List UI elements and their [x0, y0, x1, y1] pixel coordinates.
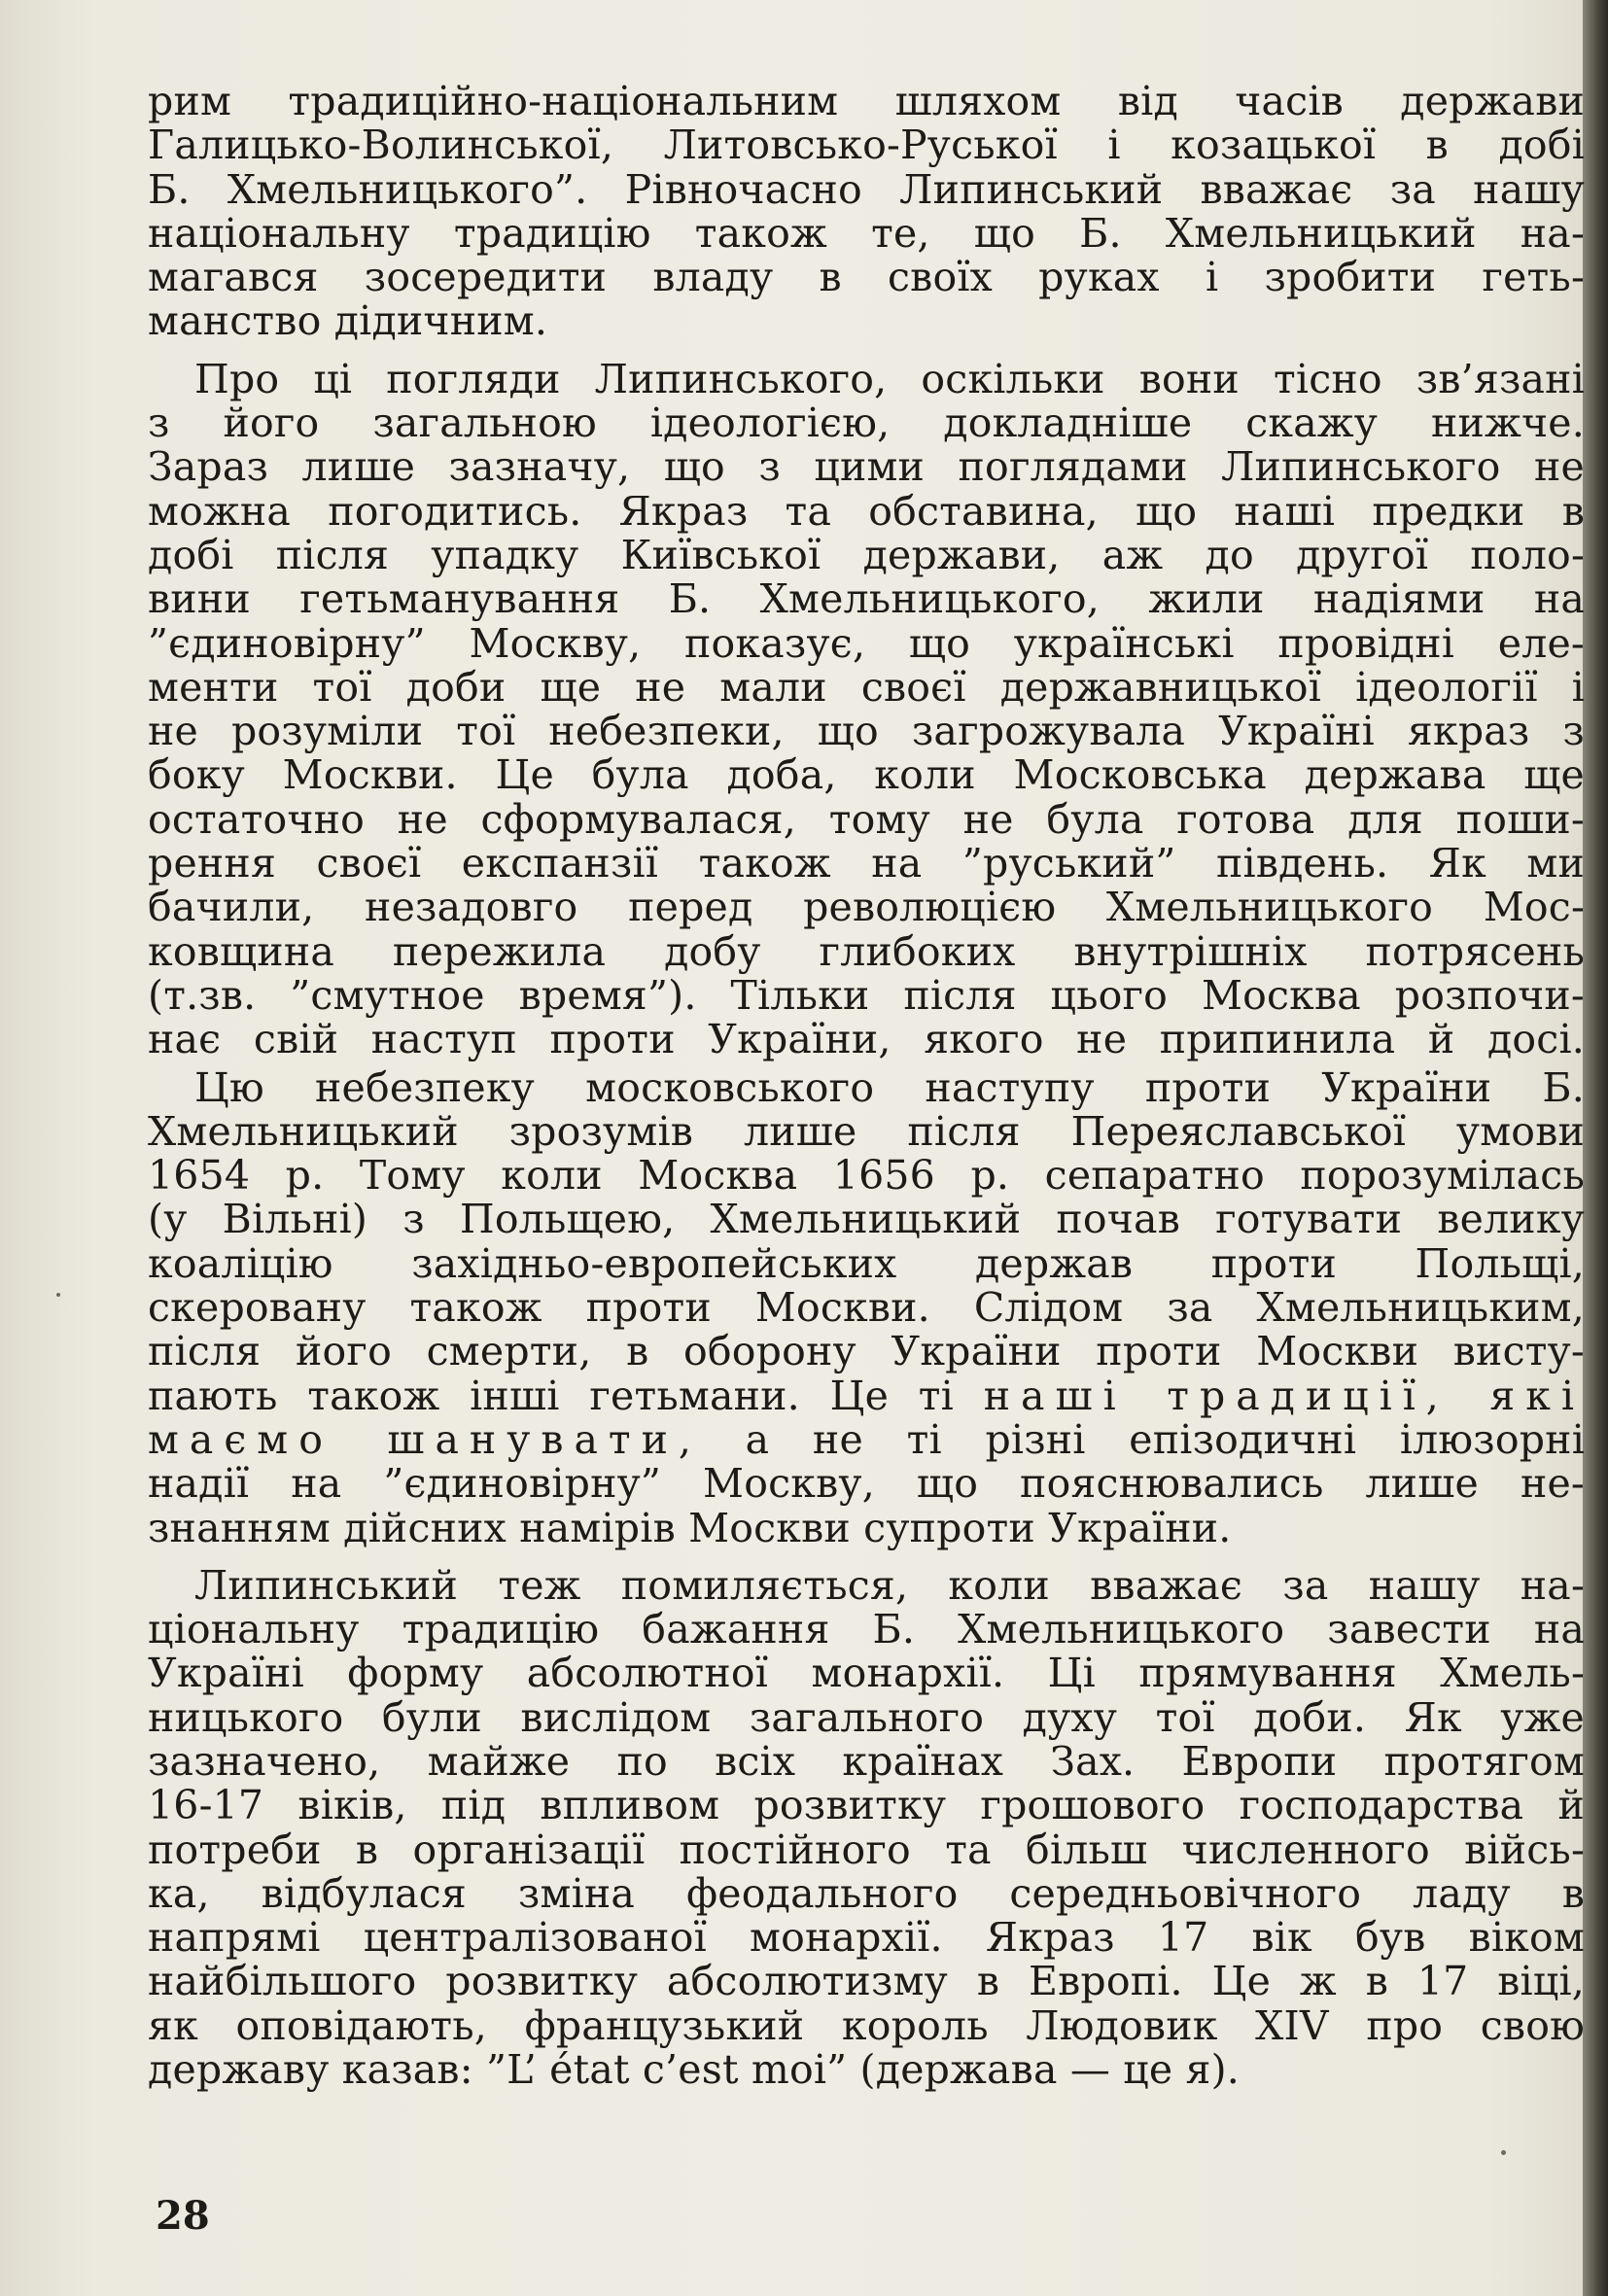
text-line: менти тої доби ще не мали своєї державницької ідеології і: [148, 663, 1585, 711]
text-line: Б. Хмельницького”. Рівночасно Липинський вважає за нашу: [148, 165, 1585, 213]
text-line: національну традицію також те, що Б. Хмельницький на-: [148, 209, 1585, 257]
text-line: рим традиційно-національним шляхом від часів держави: [148, 78, 1585, 124]
text-line: не розуміли тої небезпеки, що загрожувала Україні якраз з: [148, 708, 1585, 755]
text-line-emphasis: [148, 1415, 1586, 1463]
text-line: зазначено, майже по всіх країнах Зах. Европи протягом: [148, 1737, 1585, 1785]
text-line: 1654 р. Тому коли Москва 1656 р. сепаратно порозумілась: [148, 1152, 1585, 1200]
text-line: Цю небезпеку московського наступу проти України Б.: [194, 1063, 1585, 1111]
text-line: ціональну традицію бажання Б. Хмельницького завести на: [148, 1606, 1585, 1653]
text-line: боку Москви. Це була доба, коли Московська держава ще: [148, 751, 1585, 799]
paragraph-4: [148, 1561, 1585, 2094]
text-line: найбільшого розвитку абсолютизму в Европі. Це ж в 17 віці,: [148, 1958, 1585, 2005]
text-line: нає свій наступ проти України, якого не припинила й досі.: [148, 1016, 1585, 1063]
text-line: магався зосередити владу в своїх руках і зробити геть-: [148, 254, 1585, 301]
emphasized-text: маємо шанувати,: [148, 1415, 702, 1463]
paragraph-3: [148, 1063, 1586, 1551]
text-line: ковщина пережила добу глибоких внутрішніх потрясень: [148, 927, 1585, 975]
text-line: ка, відбулася зміна феодального середньовічного ладу в: [148, 1869, 1585, 1917]
text-line: надії на ”єдиновірну” Москву, що пояснювались лише не-: [148, 1460, 1585, 1508]
text-line: потреби в організації постійного та більш численного війсь-: [148, 1826, 1585, 1873]
text-line: державу казав: ”L’ état c’est moi” (держава — це я).: [148, 2046, 1241, 2094]
text-line: ”єдиновірну” Москву, показує, що українські провідні еле-: [148, 619, 1585, 667]
text-line: Про ці погляди Липинського, оскільки вони тісно зв’язані: [194, 355, 1585, 402]
text-line: манство дідичним.: [148, 297, 548, 345]
text-line: скеровану також проти Москви. Слідом за Хмельницьким,: [148, 1284, 1585, 1332]
ink-speck: [1501, 2150, 1506, 2155]
text-line: як оповідають, французький король Людовик XIV про свою: [148, 2001, 1585, 2049]
text-line: ницького були вислідом загального духу тої доби. Як уже: [148, 1693, 1585, 1741]
text-line: остаточно не сформувалася, тому не була готова для поши-: [148, 795, 1585, 843]
text-line: Липинський теж помиляється, коли вважає за нашу на-: [194, 1561, 1585, 1609]
paragraph-1: [148, 80, 1585, 344]
text-segment: пають також інші гетьмани. Це ті: [148, 1372, 984, 1419]
text-line: 16-17 віків, під впливом розвитку грошового господарства й: [148, 1782, 1585, 1829]
text-line: можна погодитись. Якраз та обставина, що наші предки в: [148, 487, 1585, 535]
text-line: добі після упадку Київської держави, аж до другої поло-: [148, 531, 1585, 578]
text-segment: а не ті різні епізодичні ілюзорні: [701, 1415, 1586, 1463]
text-line: Зараз лише зазначу, що з цими поглядами Липинського не: [148, 443, 1585, 491]
text-line: коаліцію західньо-европейських держав проти Польщі,: [148, 1239, 1585, 1287]
text-line: (т.зв. ”смутное время”). Тільки після цього Москва розпочи-: [148, 971, 1585, 1019]
text-line: Галицько-Волинської, Литовсько-Руської і козацької в добі: [148, 122, 1585, 169]
text-line: знанням дійсних намірів Москви супроти України.: [148, 1504, 1232, 1551]
body-text: [148, 80, 1585, 2092]
paragraph-2: [148, 355, 1585, 1063]
text-line: бачили, незадовго перед революцією Хмельницького Мос-: [148, 884, 1585, 931]
text-line: Україні форму абсолютної монархії. Ці прямування Хмель-: [148, 1650, 1585, 1697]
text-line: рення своєї експанзії також на ”руський” південь. Як ми: [148, 840, 1585, 887]
book-spine-edge: [1583, 0, 1608, 2296]
text-line: вини гетьманування Б. Хмельницького, жили надіями на: [148, 575, 1585, 623]
ink-speck: [56, 1293, 60, 1297]
text-line: з його загальною ідеологією, докладніше скажу нижче.: [148, 400, 1585, 447]
page-number: 28: [156, 2193, 210, 2239]
text-line: Хмельницький зрозумів лише після Переяславської умови: [148, 1107, 1585, 1155]
text-line: напрямі централізованої монархії. Якраз 17 вік був віком: [148, 1914, 1585, 1962]
emphasized-text: наші традиції, які: [983, 1372, 1585, 1419]
text-line: після його смерти, в оборону України проти Москви висту-: [148, 1328, 1585, 1375]
text-line-emphasis: [148, 1374, 1585, 1418]
text-line: (у Вільні) з Польщею, Хмельницький почав готувати велику: [148, 1196, 1585, 1243]
